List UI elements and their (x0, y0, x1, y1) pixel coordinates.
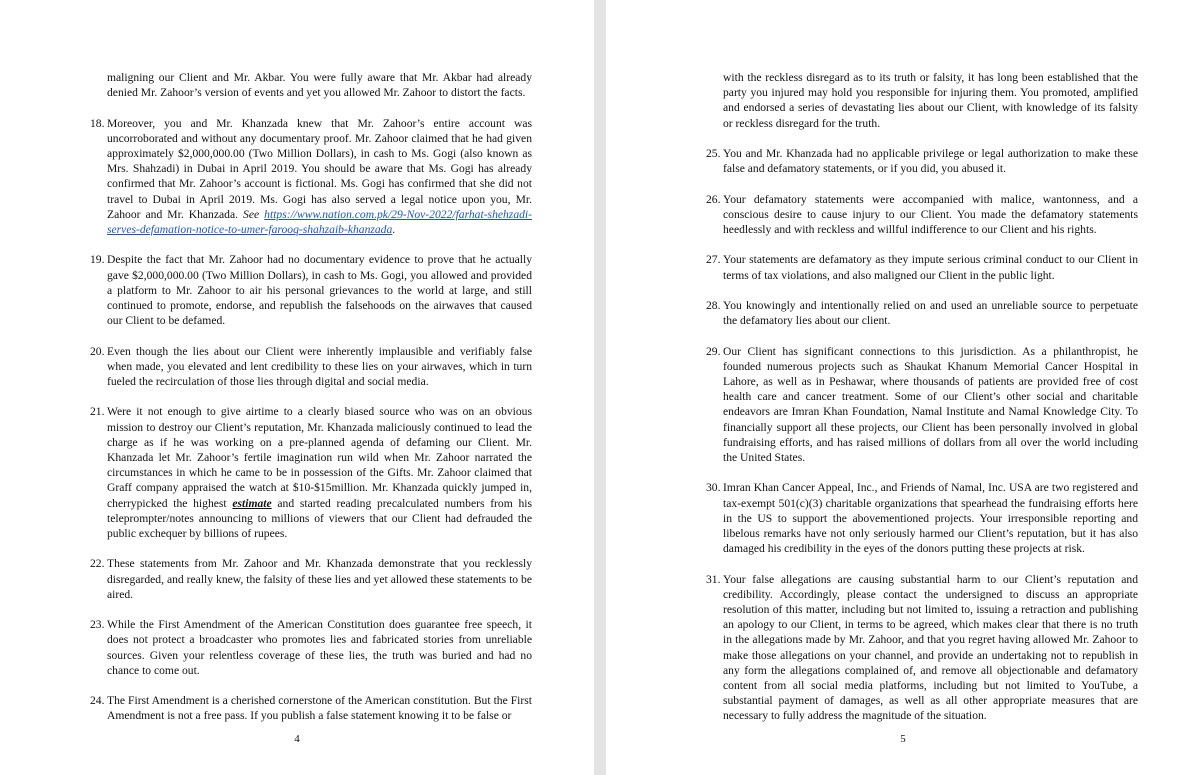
paragraph-24 (90, 693, 532, 723)
paragraph-text: Were it not enough to give airtime to a clearly biased source who was on an obvious mission to destroy our Client’s reputation, Mr. Khanzada maliciously continued to lead the charge as if he was working on a pre-planned agenda of defaming our Client. Mr. Khanzada let Mr. Zahoor’s fertile imagination run wild when Mr. Zahoor narrated the circumstances in which he came to be in possession of the Gifts. Mr. Zahoor claimed that Graff company appraised the watch at $10-$15million. Mr. Khanzada quickly jumped in, cherrypicked the highest (107, 405, 532, 510)
page-gutter (594, 0, 606, 775)
continued-paragraph: maligning our Client and Mr. Akbar. You were fully aware that Mr. Akbar had already denied Mr. Zahoor’s version of events and yet you allowed Mr. Zahoor to distort the facts. (107, 71, 532, 100)
paragraph-text: Your defamatory statements were accompanied with malice, wantonness, and a conscious desire to cause injury to our Client. You made the defamatory statements heedlessly and with reckless and willful indifference to our Client and his rights. (723, 192, 1138, 236)
see-signal: See (243, 207, 260, 221)
paragraph-number: 21. (90, 405, 105, 419)
paragraph-25 (706, 146, 1138, 176)
paragraph-text: Despite the fact that Mr. Zahoor had no documentary evidence to prove that he actually gave $2,000,000.00 (Two Million Dollars), in cash to Ms. Gogi, you allowed and provided a platform to Mr. Zahoor to air his personal grievances to the world at large, and still continued to promote, endorse, and republish the falsehoods on the airwaves that caused our Client to be defamed. (107, 253, 532, 328)
paragraph-number: 29. (706, 344, 721, 358)
paragraph-text: You and Mr. Khanzada had no applicable privilege or legal authorization to make these false and defamatory statements, or if you did, you abused it. (723, 147, 1138, 176)
paragraph-27 (706, 252, 1138, 282)
paragraph-text: These statements from Mr. Zahoor and Mr. Khanzada demonstrate that you recklessly disregarded, and really knew, the falsity of these lies and yet allowed these statements to be aired. (107, 557, 532, 601)
paragraph-31 (706, 572, 1138, 724)
paragraph-body (107, 116, 532, 238)
paragraph-text: Your statements are defamatory as they impute serious criminal conduct to our Client in terms of tax violations, and also maligned our Client in the public light. (723, 253, 1138, 282)
paragraph-end: . (392, 223, 396, 237)
paragraph-20 (90, 344, 532, 390)
paragraph-26 (706, 192, 1138, 238)
paragraph-19 (90, 252, 532, 328)
continued-paragraph: with the reckless disregard as to its truth or falsity, it has long been established that the party you injured may hold you responsible for injuring them. You promoted, amplified and endorsed a series of devastating lies about our Client, with knowledge of its falsity or reckless disregard for the truth. (723, 71, 1138, 130)
paragraph-number: 27. (706, 253, 721, 267)
paragraph-text: Our Client has significant connections to this jurisdiction. As a philanthropist, he founded numerous projects such as Shaukat Khanum Memorial Cancer Hospital in Lahore, as well as in Peshawar, where thousands of patients are provided free of cost health care and cancer treatment. Some of our Client’s other social and charitable endeavors are Imran Khan Foundation, Namal Institute and Namal Knowledge City. To financially support all these projects, our Client has been personally involved in global fundraising efforts, and has raised millions of dollars from all over the world including the United States. (723, 344, 1138, 464)
paragraph-text: Imran Khan Cancer Appeal, Inc., and Friends of Namal, Inc. USA are two registered and tax-exempt 501(c)(3) charitable organizations that spearhead the fundraising efforts here in the US to support the abovementioned projects. Your irresponsible reporting and libelous remarks have not only seriously harmed our Client’s reputation, but it has also damaged his credibility in the eyes of the donors putting these projects at risk. (723, 481, 1138, 556)
page-number: 5 (900, 733, 906, 745)
paragraph-number: 28. (706, 298, 721, 312)
paragraph-text: You knowingly and intentionally relied on and used an unreliable source to perpetuate the defamatory lies about our client. (723, 298, 1138, 328)
paragraph-number: 25. (706, 147, 721, 160)
paragraph-number: 18. (90, 116, 105, 130)
paragraph-text-cont: and started reading precalculated numbers from his teleprompter/notes announcing to millions of viewers that our Client had defrauded the public exchequer by billions of rupees. (107, 496, 532, 541)
paragraph-23 (90, 617, 532, 678)
paragraph-number: 23. (90, 618, 105, 632)
paragraph-text: Your false allegations are causing substantial harm to our Client’s reputation and credibility. Accordingly, please contact the undersigned to discuss an appropriate resolution of this matter, including but not limited to, issuing a retraction and publishing an apology to our Client, in terms to be agreed, which makes clear that there is no truth in the allegations made by Mr. Zahoor, and that you regret having allowed Mr. Zahoor to make those allegations on your channel, and provide an undertaking not to republish in any form the allegations complained of, and remove all objectionable and defamatory content from all social media platforms, including but not limited to YouTube, a substantial payment of damages, as well as all other appropriate measures that are necessary to fully address the magnitude of the situation. (723, 572, 1138, 723)
paragraph-number: 22. (90, 557, 105, 571)
paragraph-number: 26. (706, 192, 721, 206)
paragraph-29 (706, 344, 1138, 466)
paragraph-number: 19. (90, 253, 105, 267)
paragraph-text: Moreover, you and Mr. Khanzada knew that Mr. Zahoor’s entire account was uncorroborated and without any documentary proof. Mr. Zahoor claimed that he had given approximately $2,000,000.00 (Two Million Dollars), in cash to Ms. Gogi (also known as Mrs. Shahzadi) in Dubai in April 2019. You should be aware that Ms. Gogi has already confirmed that Mr. Zahoor’s account is fictional. Ms. Gogi has confirmed that she did not travel to Dubai in April 2019. Ms. Gogi has also served a legal notice upon you, Mr. Zahoor and Mr. Khanzada. (107, 116, 532, 221)
document-page-4 (0, 0, 594, 775)
paragraph-18 (90, 116, 532, 238)
paragraph-28 (706, 298, 1138, 328)
paragraph-21 (90, 404, 532, 541)
paragraph-number: 30. (706, 481, 721, 495)
emphasized-word: estimate (232, 496, 272, 510)
paragraph-30 (706, 480, 1138, 556)
paragraph-text: The First Amendment is a cherished cornerstone of the American constitution. But the First Amendment is not a free pass. If you publish a false statement knowing it to be false or (107, 694, 532, 723)
paragraph-text: While the First Amendment of the American Constitution does guarantee free speech, it does not protect a broadcaster who promotes lies and fabricated stories from unreliable sources. Given your relentless coverage of these lies, the truth was buried and had no chance to come out. (107, 618, 532, 677)
page-number: 4 (294, 733, 300, 745)
paragraph-text: Even though the lies about our Client were inherently implausible and verifiably false when made, you elevated and lent credibility to these lies on your airwaves, which in turn fueled the recirculation of those lies through digital and social media. (107, 344, 532, 389)
document-page-5 (606, 0, 1200, 775)
paragraph-number: 24. (90, 694, 105, 708)
paragraph-22 (90, 556, 532, 602)
page-4-text (90, 70, 532, 739)
paragraph-number: 20. (90, 344, 105, 358)
paragraph-number: 31. (706, 572, 721, 586)
page-5-text (706, 70, 1138, 739)
nation-article-link[interactable]: https://www.nation.com.pk/29-Nov-2022/farhat-shehzadi-serves-defamation-notice-to-umer-farooq-shahzaib-khanzada (107, 207, 532, 237)
paragraph-body (107, 404, 532, 541)
